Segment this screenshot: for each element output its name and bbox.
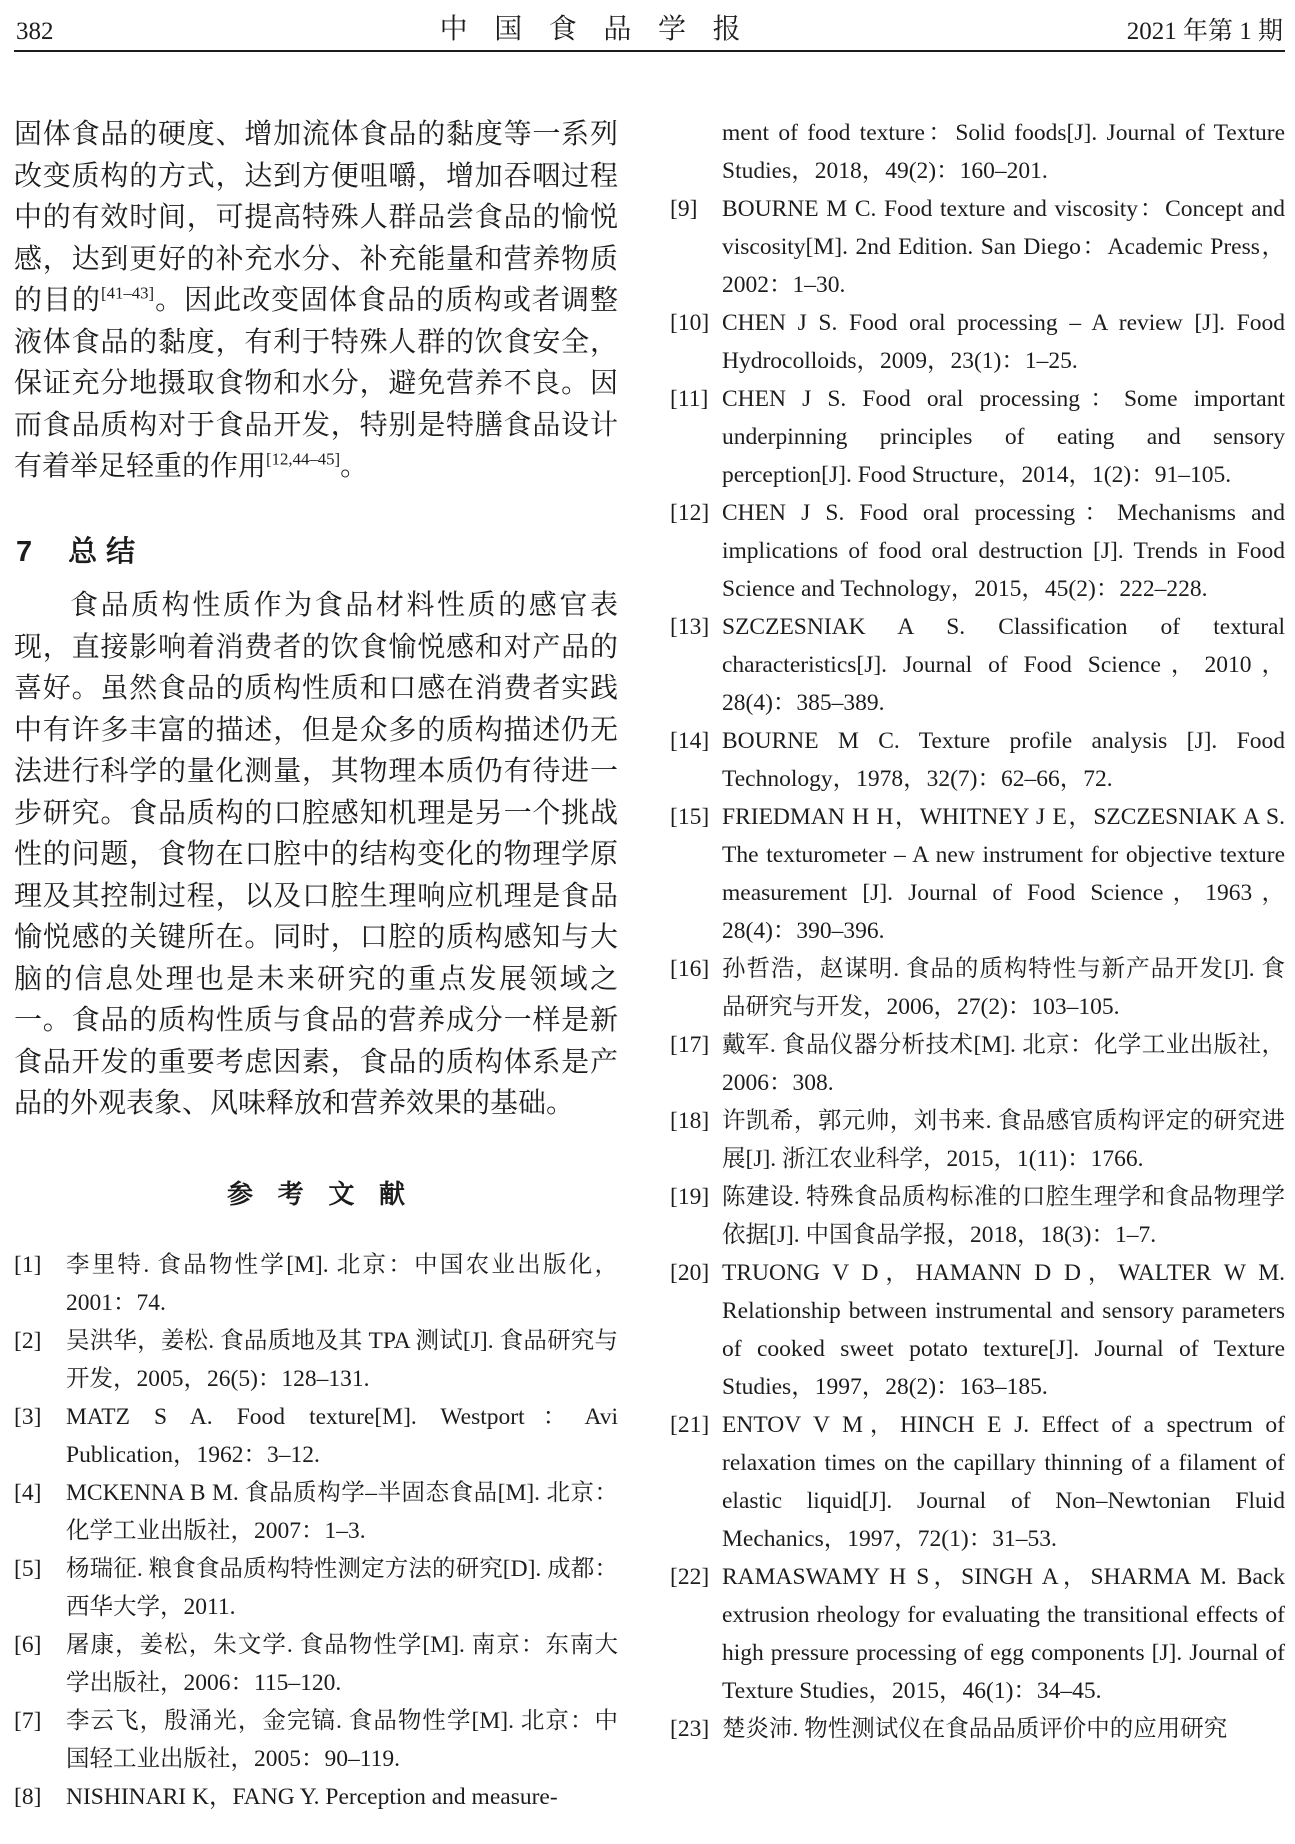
reference-number: [3] (14, 1403, 42, 1430)
left-column (14, 114, 618, 1816)
reference-text: FRIEDMAN H H，WHITNEY J E，SZCZESNIAK A S. The texturometer – A new instrument for objective texture measurement [J]. Journal of Food Science，1963，28(4)：390–396. (722, 804, 1285, 944)
reference-number: [17] (670, 1032, 710, 1058)
reference-text: ENTOV V M，HINCH E J. Effect of a spectrum of relaxation times on the capillary thinning of a filament of elastic liquid[J]. Journal of Non–Newtonian Fluid Mechanics，1997，72(1)：31–53. (722, 1412, 1285, 1552)
section-title: 总结 (68, 535, 145, 568)
reference-number: [12] (670, 500, 710, 526)
citation-superscript-41-43: [41–43] (100, 283, 155, 303)
body-paragraph-1 (14, 114, 618, 488)
references-list-right (670, 114, 1285, 1748)
reference-item-20 (670, 1254, 1285, 1406)
reference-text: 杨瑞征. 粮食食品质构特性测定方法的研究[D]. 成都：西华大学，2011. (66, 1555, 618, 1620)
reference-number: [14] (670, 728, 710, 754)
reference-number: [2] (14, 1327, 42, 1354)
reference-text: MCKENNA B M. 食品质构学–半固态食品[M]. 北京：化学工业出版社，2007：1–3. (66, 1479, 618, 1544)
reference-item-23 (670, 1710, 1285, 1748)
reference-number: [4] (14, 1479, 42, 1506)
page-number: 382 (16, 18, 54, 45)
page-body (14, 52, 1285, 1816)
reference-item-21 (670, 1406, 1285, 1558)
reference-item-1 (14, 1246, 618, 1322)
reference-item-14 (670, 722, 1285, 798)
reference-item-10 (670, 304, 1285, 380)
right-column (670, 114, 1285, 1816)
reference-text: MATZ S A. Food texture[M]. Westport：Avi Publication，1962：3–12. (66, 1403, 618, 1468)
reference-number: [21] (670, 1412, 710, 1438)
reference-item-22 (670, 1558, 1285, 1710)
reference-item-15 (670, 798, 1285, 950)
reference-number: [9] (670, 196, 698, 222)
reference-text: 楚炎沛. 物性测试仪在食品品质评价中的应用研究 (722, 1716, 1228, 1742)
issue-label: 2021 年第 1 期 (1126, 18, 1283, 45)
reference-number: [19] (670, 1184, 710, 1210)
reference-text: 许凯希，郭元帅，刘书来. 食品感官质构评定的研究进展[J]. 浙江农业科学，2015，1(11)：1766. (722, 1108, 1285, 1172)
reference-text: SZCZESNIAK A S. Classification of textural characteristics[J]. Journal of Food Science，2010，28(4)：385–389. (722, 614, 1285, 716)
reference-text: 吴洪华，姜松. 食品质地及其 TPA 测试[J]. 食品研究与开发，2005，26(5)：128–131. (66, 1327, 618, 1392)
references-heading: 参考文献 (226, 1178, 430, 1209)
reference-text: ment of food texture：Solid foods[J]. Journal of Texture Studies，2018，49(2)：160–201. (722, 120, 1285, 184)
reference-item-8-continuation (670, 114, 1285, 190)
reference-item-11 (670, 380, 1285, 494)
reference-item-17 (670, 1026, 1285, 1102)
reference-text: 陈建设. 特殊食品质构标准的口腔生理学和食品物理学依据[J]. 中国食品学报，2018，18(3)：1–7. (722, 1184, 1285, 1248)
reference-number: [6] (14, 1631, 42, 1658)
reference-text: 李里特. 食品物性学[M]. 北京：中国农业出版化，2001：74. (66, 1251, 618, 1316)
reference-item-8 (14, 1778, 618, 1816)
paragraph-1-text-b: 。因此改变固体食品的质构或者调整液体食品的黏度，有利于特殊人群的饮食安全，保证充分地摄取食物和水分，避免营养不良。因而食品质构对于食品开发，特别是特膳食品设计有着举足轻重的作用 (14, 285, 618, 482)
reference-item-4 (14, 1474, 618, 1550)
reference-number: [7] (14, 1707, 42, 1734)
paragraph-1-text-a: 固体食品的硬度、增加流体食品的黏度等一系列改变质构的方式，达到方便咀嚼，增加吞咽过程中的有效时间，可提高特殊人群品尝食品的愉悦感，达到更好的补充水分、补充能量和营养物质的目的 (14, 119, 618, 316)
reference-item-18 (670, 1102, 1285, 1178)
reference-text: NISHINARI K，FANG Y. Perception and measure- (66, 1783, 558, 1810)
citation-superscript-12-44-45: [12,44–45] (266, 449, 341, 469)
reference-number: [8] (14, 1783, 42, 1810)
reference-item-19 (670, 1178, 1285, 1254)
reference-item-7 (14, 1702, 618, 1778)
journal-title: 中国食品学报 (439, 14, 768, 45)
reference-item-2 (14, 1322, 618, 1398)
reference-number: [18] (670, 1108, 710, 1134)
reference-number: [16] (670, 956, 710, 982)
reference-number: [11] (670, 386, 709, 412)
paragraph-1-text-c: 。 (340, 451, 369, 482)
reference-text: BOURNE M C. Food texture and viscosity：Concept and viscosity[M]. 2nd Edition. San Diego：Academic Press，2002：1–30. (722, 196, 1285, 298)
reference-text: RAMASWAMY H S，SINGH A，SHARMA M. Back extrusion rheology for evaluating the transitional effects of high pressure processing of egg components [J]. Journal of Texture Studies，2015，46(1)：34–45. (722, 1564, 1285, 1704)
section-number: 7 (16, 535, 33, 568)
page-header (14, 0, 1285, 52)
reference-text: 李云飞，殷涌光，金完镐. 食品物性学[M]. 北京：中国轻工业出版社，2005：90–119. (66, 1707, 618, 1772)
references-list-left (14, 1246, 618, 1816)
reference-text: CHEN J S. Food oral processing – A review [J]. Food Hydrocolloids，2009，23(1)：1–25. (722, 310, 1285, 374)
reference-text: 孙哲浩，赵谋明. 食品的质构特性与新产品开发[J]. 食品研究与开发，2006，27(2)：103–105. (722, 956, 1285, 1020)
reference-number: [20] (670, 1260, 710, 1286)
reference-item-12 (670, 494, 1285, 608)
reference-item-9 (670, 190, 1285, 304)
reference-number: [10] (670, 310, 710, 336)
reference-text: CHEN J S. Food oral processing：Some important underpinning principles of eating and sensory perception[J]. Food Structure，2014，1(2)：91–105. (722, 386, 1285, 488)
reference-number: [5] (14, 1555, 42, 1582)
reference-text: BOURNE M C. Texture profile analysis [J]. Food Technology，1978，32(7)：62–66，72. (722, 728, 1285, 792)
reference-number: [13] (670, 614, 710, 640)
reference-item-5 (14, 1550, 618, 1626)
reference-text: 戴军. 食品仪器分析技术[M]. 北京：化学工业出版社，2006：308. (722, 1032, 1285, 1096)
reference-number: [22] (670, 1564, 710, 1590)
reference-number: [23] (670, 1716, 710, 1742)
body-paragraph-2: 食品质构性质作为食品材料性质的感官表现，直接影响着消费者的饮食愉悦感和对产品的喜好。虽然食品的质构性质和口感在消费者实践中有许多丰富的描述，但是众多的质构描述仍无法进行科学的量化测量，其物理本质仍有待进一步研究。食品质构的口腔感知机理是另一个挑战性的问题，食物在口腔中的结构变化的物理学原理及其控制过程，以及口腔生理响应机理是食品愉悦感的关键所在。同时，口腔的质构感知与大脑的信息处理也是未来研究的重点发展领域之一。食品的质构性质与食品的营养成分一样是新食品开发的重要考虑因素，食品的质构体系是产品的外观表象、风味释放和营养效果的基础。 (14, 590, 618, 1120)
reference-text: 屠康，姜松，朱文学. 食品物性学[M]. 南京：东南大学出版社，2006：115–120. (66, 1631, 618, 1696)
reference-item-3 (14, 1398, 618, 1474)
reference-item-13 (670, 608, 1285, 722)
reference-text: TRUONG V D，HAMANN D D，WALTER W M. Relationship between instrumental and sensory parameters of cooked sweet potato texture[J]. Journal of Texture Studies，1997，28(2)：163–185. (722, 1260, 1285, 1400)
reference-number: [1] (14, 1251, 42, 1278)
reference-text: CHEN J S. Food oral processing：Mechanisms and implications of food oral destruction [J]. Trends in Food Science and Technology，2015，45(2)：222–228. (722, 500, 1285, 602)
reference-number: [15] (670, 804, 710, 830)
section-heading-summary (16, 535, 618, 570)
reference-item-6 (14, 1626, 618, 1702)
reference-item-16 (670, 950, 1285, 1026)
